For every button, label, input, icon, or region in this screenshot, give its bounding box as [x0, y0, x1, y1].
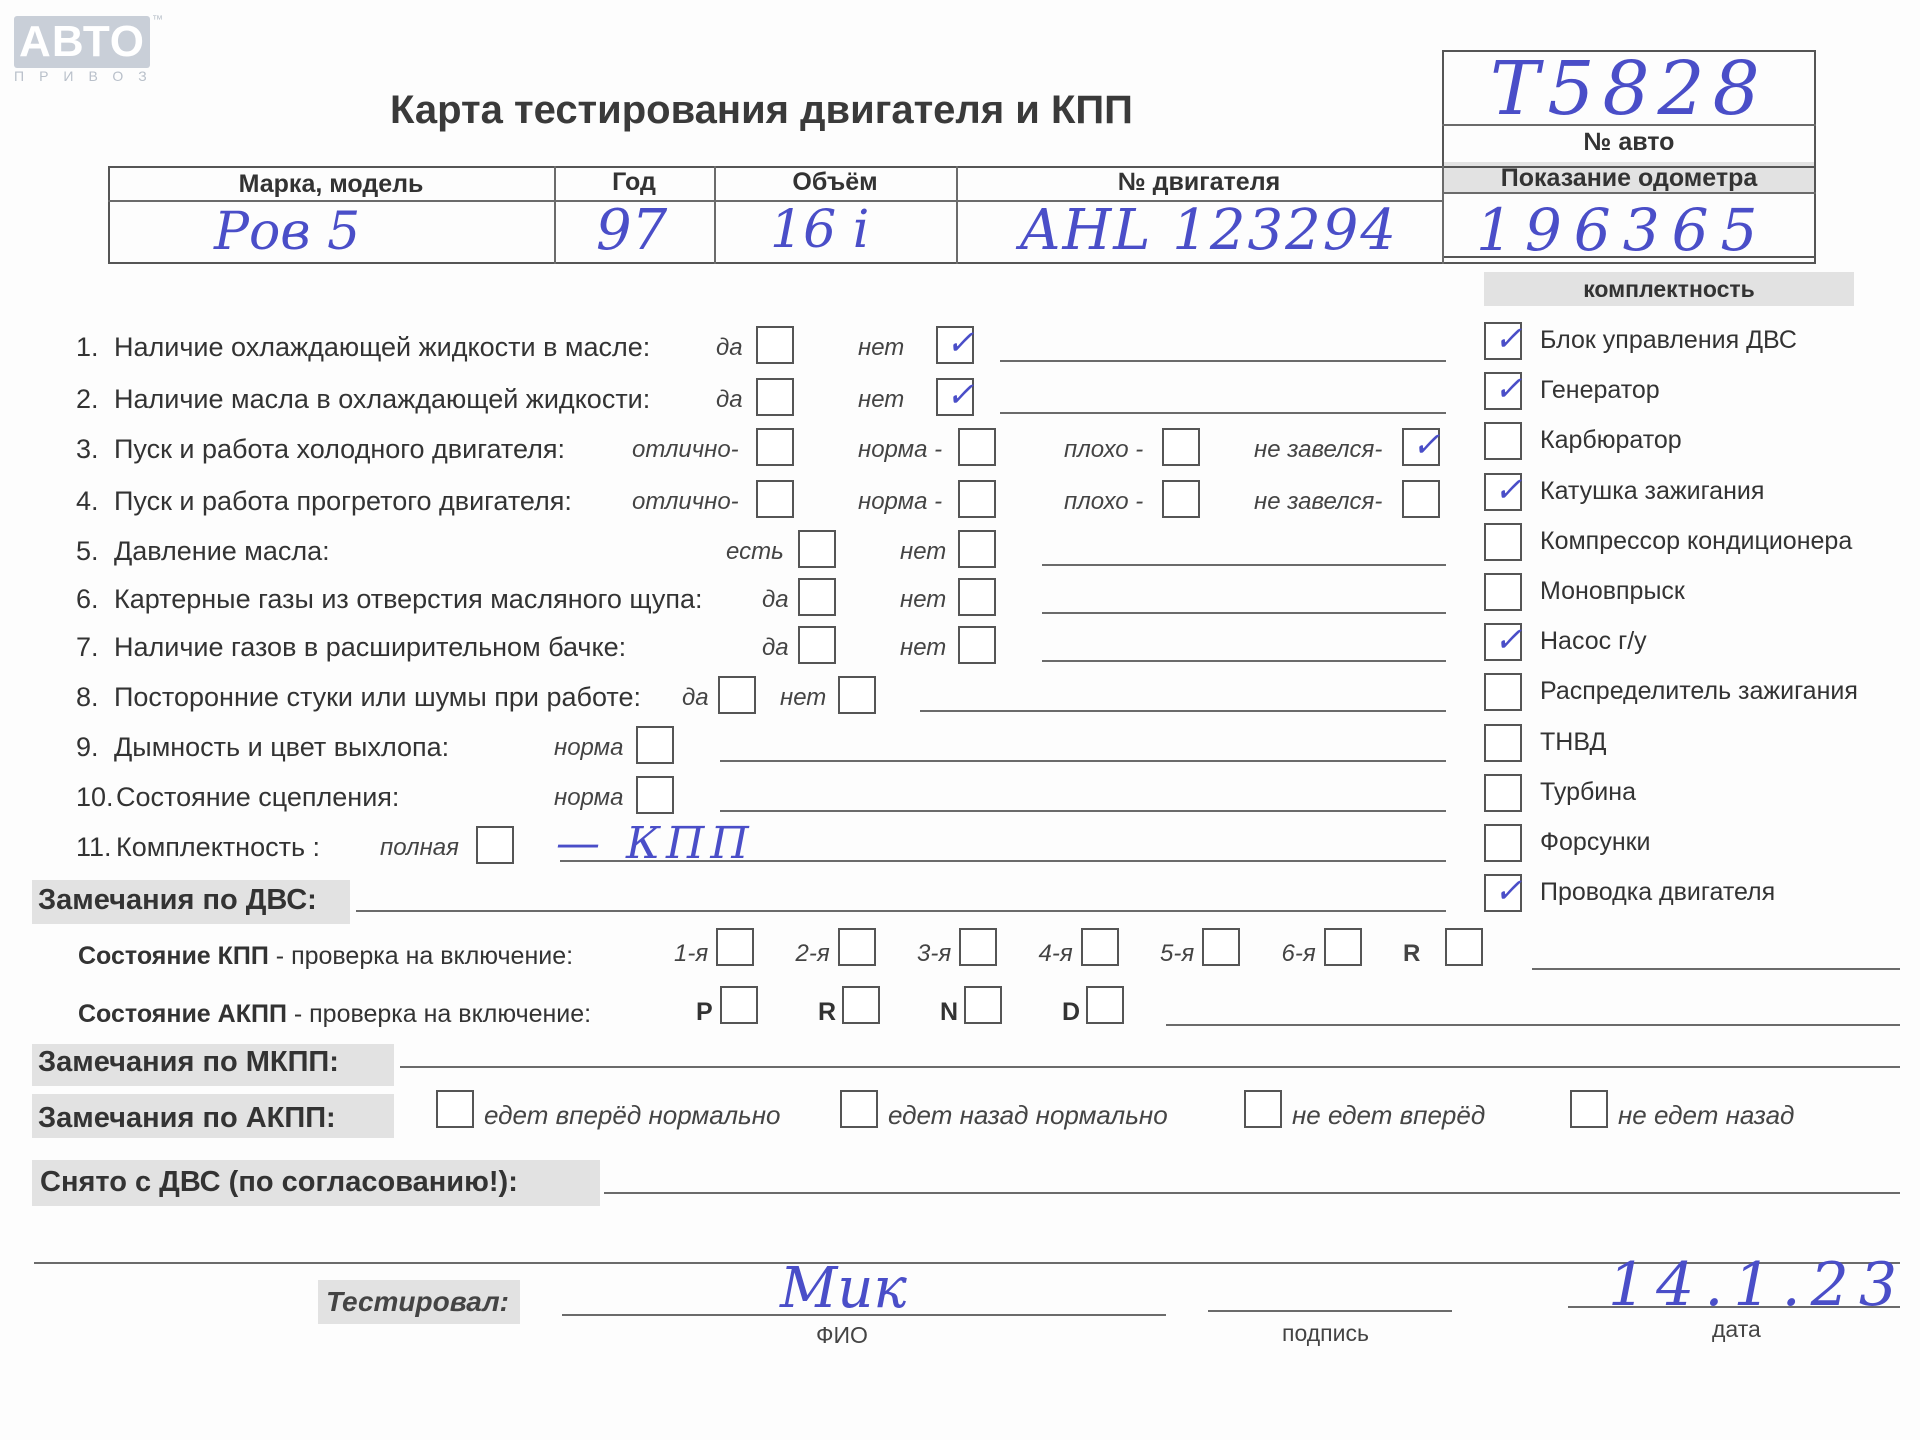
option-label: плохо - — [1064, 488, 1144, 515]
question-text: Посторонние стуки или шумы при работе: — [114, 682, 641, 712]
remarks-engine-label: Замечания по ДВС: — [38, 884, 317, 916]
question-text: Комплектность : — [116, 832, 321, 862]
option-checkbox[interactable] — [958, 428, 996, 466]
completeness-checkbox[interactable] — [1484, 573, 1522, 611]
answer-line[interactable] — [920, 710, 1446, 712]
question-number: 3. — [76, 434, 99, 464]
logo-subtitle: ПРИВОЗ — [14, 68, 162, 84]
completeness-checkbox[interactable] — [1484, 824, 1522, 862]
completeness-item-label: Блок управления ДВС — [1540, 326, 1797, 354]
option-checkbox[interactable] — [798, 578, 836, 616]
option-label: да — [762, 586, 789, 613]
akpp-mode-checkbox[interactable] — [842, 986, 880, 1024]
option-label: отлично- — [632, 488, 739, 515]
remarks-mkpp-label: Замечания по МКПП: — [38, 1046, 339, 1078]
answer-line[interactable] — [1042, 564, 1446, 566]
option-label: нет — [858, 334, 905, 361]
car-number-label: № авто — [1583, 128, 1675, 156]
avto-logo: АВТО — [14, 16, 150, 68]
question-text: Наличие масла в охлаждающей жидкости: — [114, 384, 651, 414]
option-checkbox[interactable] — [798, 626, 836, 664]
option-label: норма - — [858, 488, 943, 515]
option-checkbox[interactable] — [798, 530, 836, 568]
completeness-checkbox[interactable] — [1484, 369, 1523, 410]
completeness-checkbox[interactable] — [1484, 871, 1523, 912]
kpp-label: Состояние КПП - проверка на включение: — [78, 942, 574, 970]
gear-label: 6-я — [1281, 940, 1316, 967]
answer-line[interactable] — [1000, 412, 1446, 414]
tick-mark: ✓ — [1494, 469, 1523, 510]
akpp-remark-label: едет назад нормально — [888, 1100, 1168, 1130]
tick-mark: ✓ — [1494, 620, 1523, 661]
completeness-item-label: Моновпрыск — [1540, 577, 1685, 605]
akpp-remark-label: не едет назад — [1618, 1100, 1795, 1130]
option-checkbox[interactable] — [958, 480, 996, 518]
question-text: Пуск и работа холодного двигателя: — [114, 434, 565, 464]
option-checkbox[interactable] — [1402, 425, 1441, 466]
tested-by-label: Тестировал: — [326, 1286, 509, 1317]
option-label: плохо - — [1064, 436, 1144, 463]
date-label: дата — [1712, 1316, 1761, 1342]
question-number: 4. — [76, 486, 99, 516]
gear-label: 2-я — [795, 940, 830, 967]
gear-checkbox[interactable] — [1324, 928, 1362, 966]
completeness-checkbox[interactable] — [1484, 422, 1522, 460]
option-checkbox[interactable] — [936, 323, 975, 364]
question-number: 9. — [76, 732, 99, 762]
option-checkbox[interactable] — [756, 480, 794, 518]
col-make-model: Марка, модель — [238, 170, 424, 198]
akpp-mode-checkbox[interactable] — [720, 986, 758, 1024]
answer-line[interactable] — [1042, 612, 1446, 614]
option-label: да — [716, 386, 743, 413]
tick-mark: ✓ — [1494, 871, 1523, 912]
car-number-value: Т5828 — [1490, 46, 1768, 132]
completeness-checkbox[interactable] — [1484, 319, 1523, 360]
remarks-akpp-label: Замечания по АКПП: — [38, 1102, 336, 1134]
akpp-remark-checkbox[interactable] — [1570, 1090, 1608, 1128]
option-label: нет — [858, 386, 905, 413]
question-number: 6. — [76, 584, 99, 614]
completeness-checkbox[interactable] — [1484, 469, 1523, 511]
question-number: 8. — [76, 682, 99, 712]
option-label: да — [682, 684, 709, 711]
option-checkbox[interactable] — [636, 776, 674, 814]
option-checkbox[interactable] — [958, 578, 996, 616]
gear-checkbox[interactable] — [1081, 928, 1119, 966]
sign-label: подпись — [1282, 1320, 1369, 1346]
option-checkbox[interactable] — [958, 530, 996, 568]
akpp-mode-checkbox[interactable] — [964, 986, 1002, 1024]
gear-label: R — [1403, 940, 1421, 967]
completeness-item-label: Турбина — [1540, 777, 1636, 806]
completeness-item-label: Проводка двигателя — [1540, 878, 1776, 907]
akpp-mode-checkbox[interactable] — [1086, 986, 1124, 1024]
remarks-mkpp-line[interactable] — [400, 1066, 1900, 1068]
completeness-item-label: Компрессор кондиционера — [1540, 526, 1853, 555]
col-volume: Объём — [792, 168, 878, 196]
gear-checkbox[interactable] — [716, 928, 754, 966]
akpp-remark-checkbox[interactable] — [1244, 1090, 1282, 1128]
gear-checkbox[interactable] — [838, 928, 876, 966]
option-checkbox[interactable] — [756, 378, 794, 416]
akpp-label: Состояние АКПП - проверка на включение: — [78, 1000, 592, 1028]
completeness-item-label: Насос г/у — [1540, 627, 1647, 656]
tester-name-value: Mик — [780, 1256, 907, 1321]
completeness-checkbox[interactable] — [1484, 620, 1523, 661]
completeness-item-label: Катушка зажигания — [1540, 476, 1765, 505]
question-number: 11. — [76, 832, 112, 862]
odometer-value: 196365 — [1476, 196, 1770, 264]
tick-mark: ✓ — [946, 323, 975, 363]
engine-no-value: AHL 123294 — [1020, 198, 1399, 263]
option-checkbox[interactable] — [476, 826, 514, 864]
completeness-item-label: Распределитель зажигания — [1540, 677, 1858, 706]
option-label: нет — [900, 586, 947, 613]
option-checkbox[interactable] — [1162, 428, 1200, 466]
akpp-remark-checkbox[interactable] — [840, 1090, 878, 1128]
option-label: не завелся- — [1254, 488, 1383, 515]
answer-line[interactable] — [1042, 660, 1446, 662]
gear-label: 1-я — [674, 940, 709, 967]
option-checkbox[interactable] — [1162, 480, 1200, 518]
option-label: да — [716, 334, 743, 361]
remarks-engine-line[interactable] — [356, 910, 1446, 912]
question-number: 10. — [76, 782, 114, 812]
fio-line[interactable] — [562, 1314, 1166, 1316]
option-label: нет — [900, 538, 947, 565]
answer-line[interactable] — [1000, 360, 1446, 362]
option-label: отлично- — [632, 436, 739, 463]
option-checkbox[interactable] — [838, 676, 876, 714]
akpp-mode-label: D — [1062, 998, 1081, 1026]
model-value: Ров 5 — [214, 202, 361, 262]
fio-label: ФИО — [816, 1322, 868, 1348]
sign-line[interactable] — [1208, 1310, 1452, 1312]
option-label: норма — [554, 734, 624, 761]
odometer-label: Показание одометра — [1500, 164, 1758, 192]
completeness-checkbox[interactable] — [1484, 774, 1522, 812]
completeness-checkbox[interactable] — [1484, 523, 1522, 561]
option-checkbox[interactable] — [1402, 480, 1440, 518]
gear-label: 4-я — [1038, 940, 1073, 967]
date-value: 14.1.23 — [1608, 1250, 1908, 1320]
answer-line[interactable] — [720, 810, 1446, 812]
option-checkbox[interactable] — [936, 375, 975, 416]
akpp-remark-checkbox[interactable] — [436, 1090, 474, 1128]
akpp-remark-label: едет вперёд нормально — [484, 1100, 781, 1130]
question-text: Наличие газов в расширительном бачке: — [114, 632, 627, 662]
option-checkbox[interactable] — [958, 626, 996, 664]
tick-mark: ✓ — [1412, 425, 1441, 465]
col-engine-no: № двигателя — [1117, 168, 1281, 196]
tick-mark: ✓ — [1494, 369, 1523, 410]
gear-checkbox[interactable] — [959, 928, 997, 966]
completeness-checkbox[interactable] — [1484, 724, 1522, 762]
completeness-item-label: Генератор — [1540, 376, 1660, 405]
option-label: есть — [726, 538, 784, 565]
tick-mark: ✓ — [1494, 319, 1523, 359]
question-number: 7. — [76, 632, 99, 662]
option-checkbox[interactable] — [636, 726, 674, 764]
gear-label: 5-я — [1160, 940, 1195, 967]
question-number: 2. — [76, 384, 99, 414]
question-number: 1. — [76, 332, 99, 362]
akpp-mode-label: R — [818, 998, 837, 1026]
removed-line[interactable] — [604, 1192, 1900, 1194]
gear-checkbox[interactable] — [1202, 928, 1240, 966]
tick-mark: ✓ — [946, 375, 975, 415]
page-title: Карта тестирования двигателя и КПП — [390, 88, 1133, 132]
option-label: нет — [900, 634, 947, 661]
completeness-title: комплектность — [1583, 276, 1755, 302]
question-text: Состояние сцепления: — [116, 782, 400, 812]
completeness-note-value: — КПП — [556, 818, 755, 869]
akpp-mode-label: P — [696, 998, 713, 1026]
question-text: Давление масла: — [114, 536, 330, 566]
question-text: Пуск и работа прогретого двигателя: — [114, 486, 572, 516]
logo-trademark: ™ — [152, 14, 163, 26]
gear-label: 3-я — [917, 940, 952, 967]
option-checkbox[interactable] — [756, 326, 794, 364]
option-label: норма — [554, 784, 624, 811]
gear-checkbox[interactable] — [1445, 928, 1483, 966]
question-text: Дымность и цвет выхлопа: — [114, 732, 450, 762]
option-checkbox[interactable] — [718, 676, 756, 714]
col-year: Год — [612, 168, 656, 196]
option-label: полная — [380, 834, 459, 861]
date-line[interactable] — [1568, 1306, 1900, 1308]
completeness-item-label: ТНВД — [1540, 727, 1607, 756]
question-number: 5. — [76, 536, 99, 566]
akpp-mode-label: N — [940, 998, 959, 1026]
volume-value: 16 i — [770, 200, 870, 260]
year-value: 97 — [596, 198, 668, 263]
answer-line[interactable] — [720, 760, 1446, 762]
option-label: нет — [780, 684, 827, 711]
question-text: Наличие охлаждающей жидкости в масле: — [114, 332, 651, 362]
question-text: Картерные газы из отверстия масляного щупа: — [114, 584, 703, 614]
completeness-item-label: Форсунки — [1540, 828, 1651, 856]
option-label: да — [762, 634, 789, 661]
completeness-checkbox[interactable] — [1484, 673, 1522, 711]
option-label: не завелся- — [1254, 436, 1383, 463]
removed-label: Снято с ДВС (по согласованию!): — [40, 1166, 518, 1198]
option-label: норма - — [858, 436, 943, 463]
completeness-item-label: Карбюратор — [1540, 426, 1682, 455]
option-checkbox[interactable] — [756, 428, 794, 466]
akpp-remark-label: не едет вперёд — [1292, 1100, 1486, 1130]
